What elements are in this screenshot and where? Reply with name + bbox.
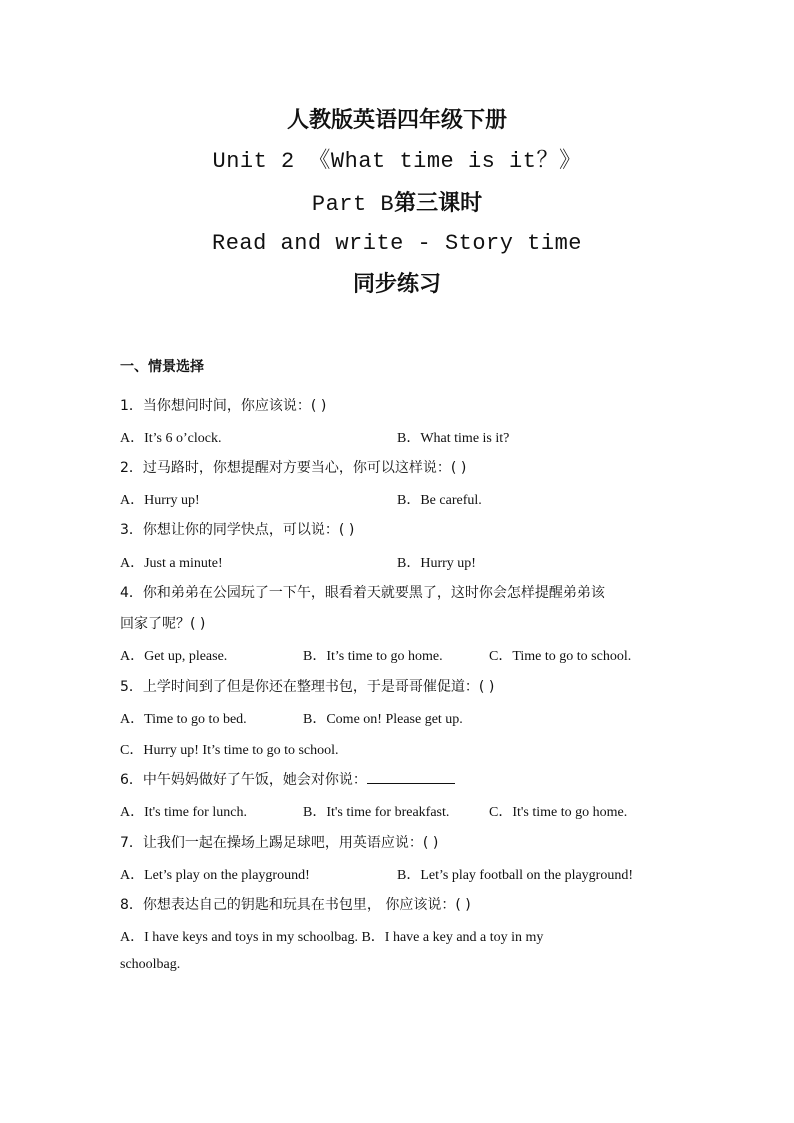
option-b: B．It's time for breakfast. [303,805,450,820]
title-block [0,100,794,305]
title-lesson: Read and write - Story time [212,231,582,256]
option-a: A．Get up, please. [120,649,228,664]
question-5: 5．上学时间到了但是你还在整理书包，于是哥哥催促道：( ) [120,679,495,695]
title-part-cn: 第三课时 [394,190,483,216]
option-c: C．Hurry up! It’s time to go to school. [120,743,339,758]
option-b: B．Hurry up! [397,556,476,571]
option-a: A．Just a minute! [120,556,223,571]
option-b: B．Be careful. [397,493,482,508]
option-c: C．It's time to go home. [489,805,628,820]
option-b: B．It’s time to go home. [303,649,443,664]
question-4-line-1: 4．你和弟弟在公园玩了一下午，眼看着天就要黑了，这时你会怎样提醒弟弟该 [120,585,605,601]
question-4-line-2: 回家了呢？( ) [120,616,206,632]
title-grade: 人教版英语四年级下册 [286,107,507,133]
option-a: A．It's time for lunch. [120,805,247,820]
option-c: C．Time to go to school. [489,649,632,664]
options-5 [120,708,690,728]
options-2 [120,489,690,509]
option-a: A．It’s 6 o’clock. [120,431,222,446]
options-7 [120,864,690,884]
options-1 [120,427,690,447]
question-6-text: 6．中午妈妈做好了午饭，她会对你说： [120,772,367,788]
option-a: A．Time to go to bed. [120,712,247,727]
title-part-en: Part B [311,192,395,217]
option-b: B．Let’s play football on the playground! [397,868,634,883]
question-6 [120,769,455,789]
option-b: B．What time is it? [397,431,510,446]
section-heading: 一、情景选择 [120,359,204,375]
options-8-line-2: schoolbag. [120,957,181,972]
option-b: B．Come on! Please get up. [303,712,463,727]
option-a: A．Hurry up! [120,493,200,508]
title-part [0,182,794,223]
options-8-line-1: A．I have keys and toys in my schoolbag. B．I have a key and a toy in my [120,930,544,945]
question-8: 8．你想表达自己的钥匙和玩具在书包里， 你应该说：( ) [120,897,471,913]
options-3 [120,552,690,572]
option-a: A．Let’s play on the playground! [120,868,310,883]
answer-blank[interactable] [367,771,455,784]
options-6 [120,801,690,821]
question-7: 7．让我们一起在操场上踢足球吧，用英语应说：( ) [120,835,439,851]
question-3: 3．你想让你的同学快点，可以说：( ) [120,522,355,538]
title-practice: 同步练习 [352,271,441,297]
question-1: 1．当你想问时间，你应该说：( ) [120,398,327,414]
options-4 [120,645,690,665]
title-unit: Unit 2 《What time is it？》 [212,149,582,174]
question-2: 2．过马路时，你想提醒对方要当心，你可以这样说：( ) [120,460,467,476]
